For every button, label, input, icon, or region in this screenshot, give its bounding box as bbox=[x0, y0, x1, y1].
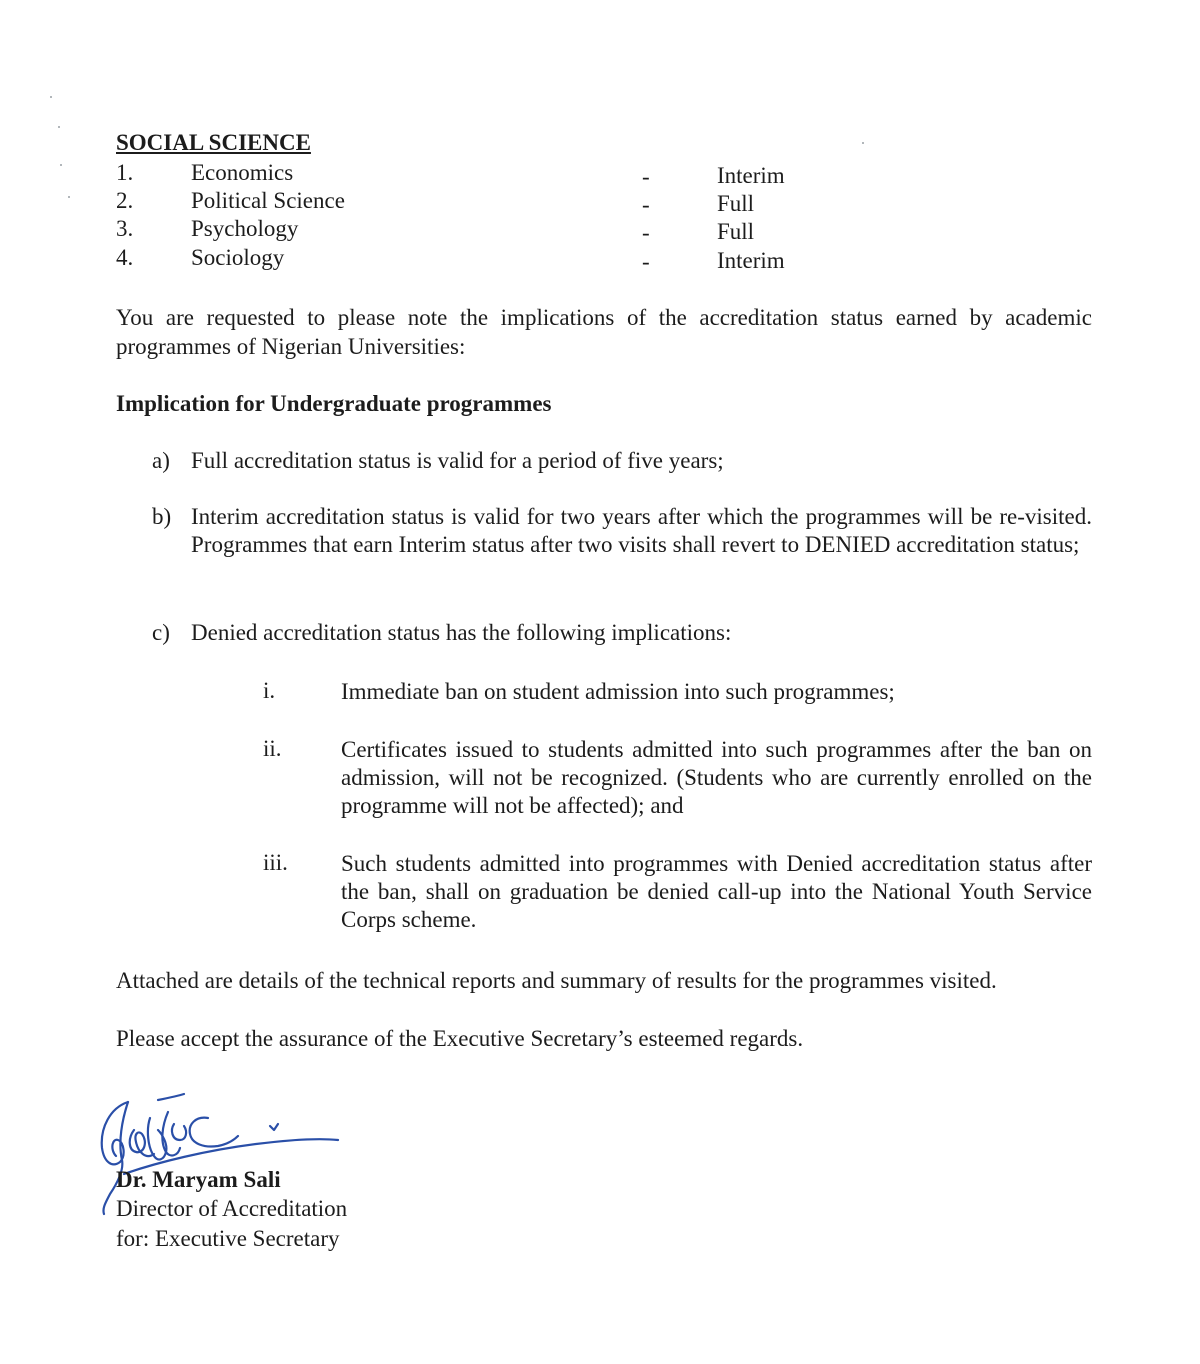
programme-name: Economics bbox=[191, 160, 294, 185]
attached-paragraph: Attached are details of the technical reports and summary of results for the programmes visited. bbox=[116, 968, 997, 993]
programme-row bbox=[0, 160, 1200, 190]
programme-dash: - bbox=[642, 249, 650, 274]
programme-status: Interim bbox=[717, 163, 785, 188]
programme-dash: - bbox=[642, 192, 650, 217]
programme-status: Full bbox=[717, 219, 755, 244]
subitem-text: Such students admitted into programmes with Denied accreditation status after the ban, shall on graduation be denied call-up into the National Youth Service Corps scheme. bbox=[341, 851, 1092, 932]
intro-paragraph: You are requested to please note the implications of the accreditation status earned by academic programmes of Nigerian Universities: bbox=[116, 305, 1092, 359]
section-heading: SOCIAL SCIENCE bbox=[116, 130, 311, 155]
item-text: Interim accreditation status is valid for two years after which the programmes will be re-visited. Programmes that earn Interim status after two visits shall revert to DENIED accreditation status; bbox=[191, 504, 1092, 557]
item-label: a) bbox=[152, 448, 170, 473]
programme-name: Political Science bbox=[191, 188, 345, 213]
item-text: Full accreditation status is valid for a period of five years; bbox=[191, 448, 724, 473]
subitem-label: iii. bbox=[263, 850, 288, 875]
scan-speck bbox=[50, 96, 52, 98]
signatory-name: Dr. Maryam Sali bbox=[116, 1167, 281, 1192]
subitem-label: i. bbox=[263, 678, 276, 703]
signatory-for-line: for: Executive Secretary bbox=[116, 1226, 340, 1251]
programme-row bbox=[0, 188, 1200, 218]
programme-name: Psychology bbox=[191, 216, 299, 241]
programme-number: 4. bbox=[116, 245, 134, 270]
subitem-text: Immediate ban on student admission into such programmes; bbox=[341, 679, 895, 704]
scan-speck bbox=[862, 142, 864, 144]
programme-number: 1. bbox=[116, 160, 134, 185]
item-label: b) bbox=[152, 504, 172, 529]
programme-dash: - bbox=[642, 220, 650, 245]
subitem-text: Certificates issued to students admitted into such programmes after the ban on admission, will not be recognized. (Students who are currently enrolled on the programme will not be affected); and bbox=[341, 737, 1092, 818]
subitem-label: ii. bbox=[263, 736, 282, 761]
programme-name: Sociology bbox=[191, 245, 285, 270]
signatory-title: Director of Accreditation bbox=[116, 1196, 348, 1221]
programme-number: 3. bbox=[116, 216, 134, 241]
programme-row bbox=[0, 245, 1200, 275]
item-label: c) bbox=[152, 620, 170, 645]
closing-paragraph: Please accept the assurance of the Executive Secretary’s esteemed regards. bbox=[116, 1026, 804, 1051]
scan-speck bbox=[58, 126, 60, 128]
item-text: Denied accreditation status has the following implications: bbox=[191, 620, 732, 645]
programme-dash: - bbox=[642, 164, 650, 189]
programme-number: 2. bbox=[116, 188, 134, 213]
programme-row bbox=[0, 216, 1200, 246]
programme-status: Interim bbox=[717, 248, 785, 273]
programme-status: Full bbox=[717, 191, 755, 216]
implication-heading: Implication for Undergraduate programmes bbox=[116, 391, 552, 416]
